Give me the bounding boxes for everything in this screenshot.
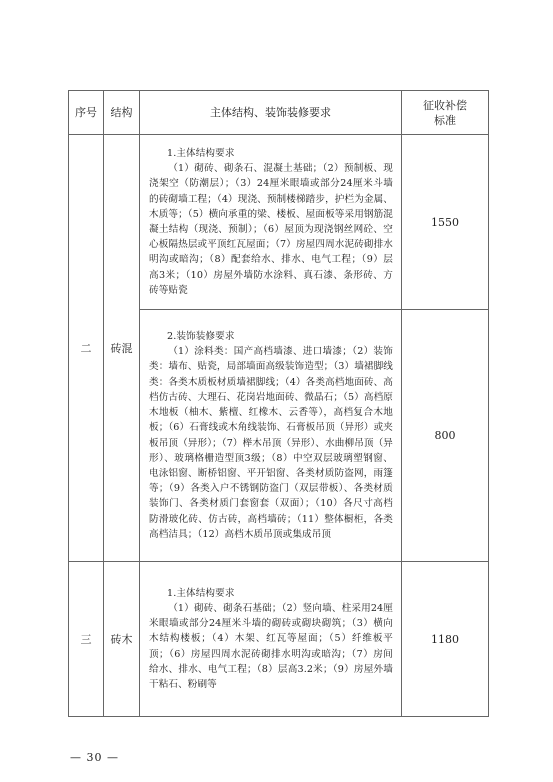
header-requirements: 主体结构、装饰装修要求 [140,91,402,135]
block-title: 1.主体结构要求 [167,147,235,159]
requirements-cell [140,135,402,310]
header-standard [402,91,489,135]
header-structure: 结构 [104,91,140,135]
table-header-row [69,91,489,135]
compensation-table [68,90,489,717]
requirements-block [140,146,401,298]
row-seq: 二 [69,135,104,562]
block-text: （1）砌砖、砌条石基础；（2）竖向墙、柱采用24厘米眼墙或部分24厘米斗墙的砌砖或砌块砌筑；（3）横向木结构楼板；（4）木架、红瓦等屋面；（5）纤维板平顶；（6）房屋四周水泥砖砌排水明沟或暗沟；（7）房间给水、排水、电气工程；（8）层高3.2米；（9）房屋外墙干粘石、粉刷等 [149,602,393,690]
requirements-block [140,586,401,692]
block-text: （1）涂料类：国产高档墙漆、进口墙漆；（2）装饰类：墙布、贴瓷，局部墙面高级装饰造型；（3）墙裙脚线类：各类木质板材质墙裙脚线；（4）各类高档地面砖、高档仿古砖、大理石、花岗岩地面砖、微晶石；（5）高档原木地板（柚木、紫檀、红橡木、云香等），高档复合木地板；（6）石膏线或木角线装饰、石膏板吊顶（异形）或夹板吊顶（异形）；（7）榉木吊顶（异形）、水曲柳吊顶（异形）、玻璃格栅造型顶3级；（8）中空双层玻璃塑钢窗、电泳铝窗、断桥铝窗、平开铝窗、各类材质防盗网，雨篷等；（9）各类入户不锈钢防盗门（双层带板）、各类材质装饰门、各类材质门套窗套（双面）；（10）各尺寸高档防滑玻化砖、仿古砖，高档墙砖；（11）整体橱柜，各类高档洁具；（12）高档木质吊顶或集成吊顶 [149,346,393,540]
block-title: 1.主体结构要求 [167,587,235,599]
requirements-cell [140,310,402,562]
header-standard-text: 征收补偿 标准 [423,98,467,127]
standard-value: 800 [402,310,489,562]
page-number: — 30 — [70,751,119,764]
row-seq: 三 [69,562,104,717]
requirements-block [140,329,401,542]
block-title: 2.装饰装修要求 [167,331,235,343]
table-row [69,135,489,310]
header-seq: 序号 [69,91,104,135]
row-structure: 砖混 [104,135,140,562]
row-structure: 砖木 [104,562,140,717]
block-text: （1）砌砖、砌条石、混凝土基础；（2）预制板、现浇架空（防潮层）；（3）24厘米眼墙或部分24厘米斗墙的砖砌墙工程；（4）现浇、预制楼梯踏步，护栏为金属、木质等；（5）横向承重的梁、楼板、屋面板等采用钢筋混凝土结构（现浇、预制）；（6）屋顶为现浇钢丝网砼、空心板隔热层或平顶红瓦屋面；（7）房屋四周水泥砖砌排水明沟或暗沟；（8）配套给水、排水、电气工程；（9）层高3米；（10）房屋外墙防水涂料、真石漆、条形砖、方砖等贴瓷 [149,163,393,296]
standard-value: 1550 [402,135,489,310]
requirements-cell [140,562,402,717]
table-row [69,562,489,717]
standard-value: 1180 [402,562,489,717]
